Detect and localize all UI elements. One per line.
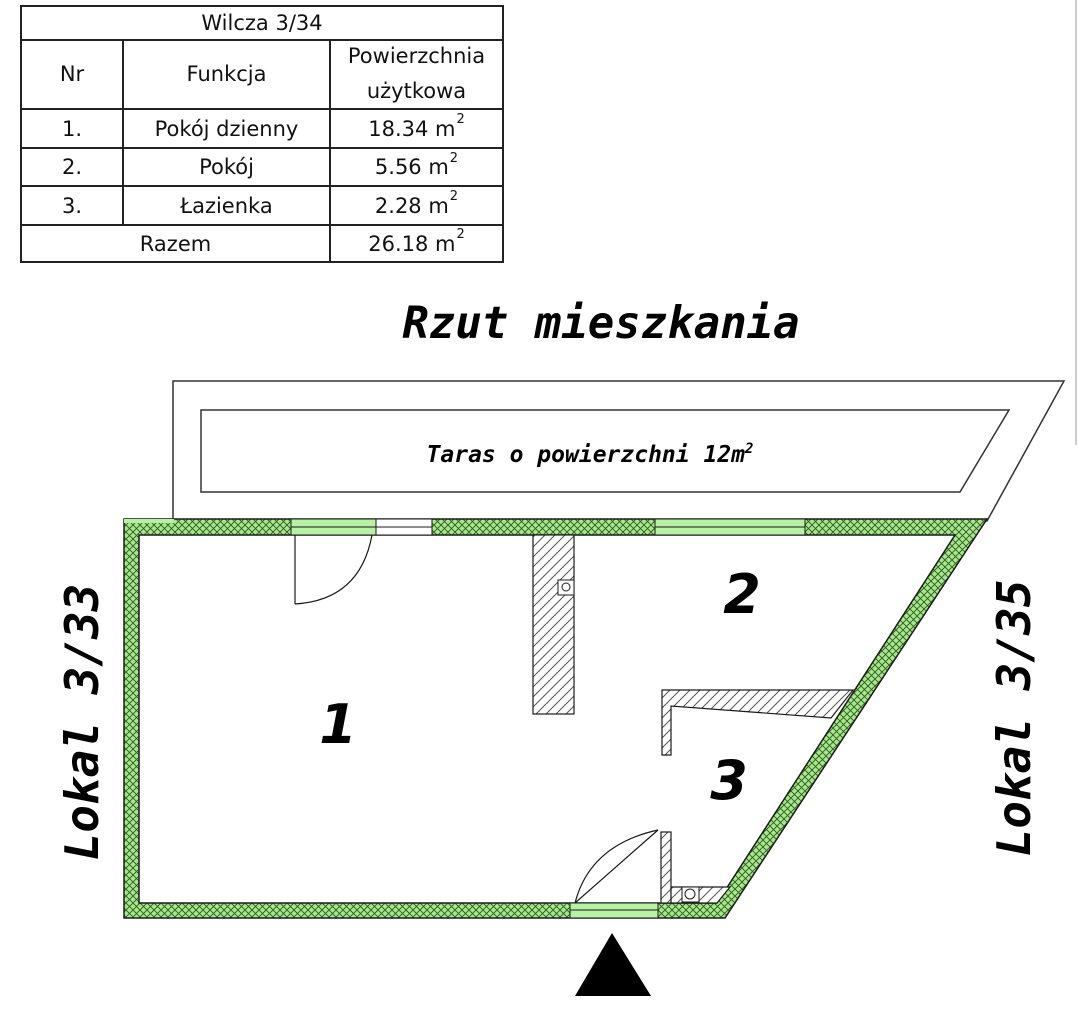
row-1-function: Pokój dzienny [154, 116, 299, 141]
door-entrance-leaf [575, 830, 658, 903]
door-upper-swing [295, 535, 372, 604]
row-3-area-value: 2.28 m [374, 193, 449, 218]
room-1-label: 1 [319, 693, 357, 756]
row-3-function: Łazienka [180, 193, 273, 218]
row-3-nr: 3. [61, 193, 83, 218]
partition-wall [533, 535, 574, 714]
plan-title: Rzut mieszkania [402, 298, 800, 349]
right-neighbor-label: Lokal 3/35 [987, 579, 1041, 857]
room-2-label: 2 [723, 563, 761, 626]
total-area-exp: 2 [456, 227, 465, 242]
row-2-nr: 2. [61, 155, 83, 179]
entrance-arrow-icon [575, 933, 651, 996]
row-1-area-exp: 2 [456, 112, 465, 127]
total-area-value: 26.18 m [368, 231, 456, 256]
terrace-label-text: Taras o powierzchni 12m [426, 442, 746, 468]
header-area-line2: użytkowa [366, 78, 467, 103]
wall-highlight [124, 519, 174, 523]
header-area-line1: Powierzchnia [347, 43, 486, 68]
terrace-label-exp: 2 [745, 441, 754, 457]
table-title: Wilcza 3/34 [201, 11, 323, 35]
row-2-area-exp: 2 [449, 150, 459, 166]
row-2-function: Pokój [199, 155, 254, 179]
header-function: Funkcja [186, 61, 267, 86]
row-3-area-exp: 2 [449, 189, 459, 204]
terrace-label [427, 441, 754, 468]
row-2-area-value: 5.56 m [374, 155, 449, 179]
bathroom-wall-bottom [661, 832, 671, 903]
left-neighbor-label: Lokal 3/33 [55, 583, 109, 861]
total-label: Razem [139, 231, 212, 256]
room-3-label: 3 [710, 749, 748, 812]
row-1-area-value: 18.34 m [368, 116, 456, 141]
shaft-box [558, 580, 574, 595]
row-1-nr: 1. [61, 116, 83, 141]
header-nr: Nr [59, 61, 85, 86]
